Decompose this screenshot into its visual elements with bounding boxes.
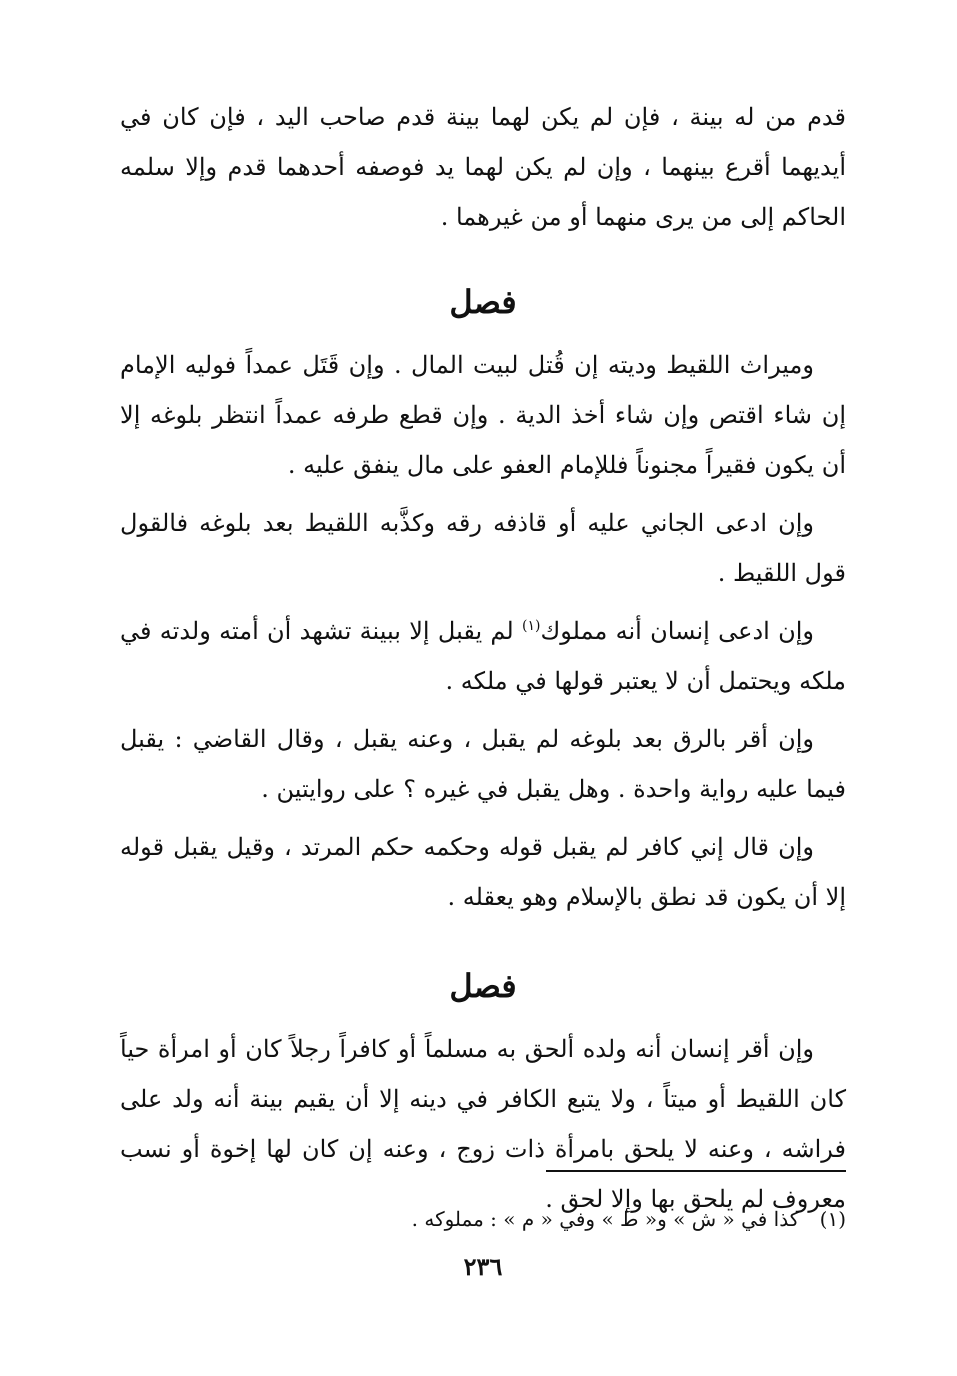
paragraph-disbeliever: وإن قال إني كافر لم يقبل قوله وحكمه حكم المرتد ، وقيل يقبل قوله إلا أن يكون قد نطق بالإسلام وهو يعقله .: [120, 833, 846, 911]
paragraph-continuation: قدم من له بينة ، فإن لم يكن لهما بينة قدم صاحب اليد ، فإن كان في أيديهما أقرع بينهما ، وإن لم يكن لهما يد فوصفه أحدهما قدم وإلا سلمه الحاكم إلى من يرى منهما أو من غيرهما .: [120, 103, 846, 231]
page-number: ٢٣٦: [463, 1252, 503, 1281]
paragraph-acknowledgment: وإن أقر بالرق بعد بلوغه لم يقبل ، وعنه يقبل ، وقال القاضي : يقبل فيما عليه رواية واحدة . وهل يقبل في غيره ؟ على روايتين .: [120, 725, 846, 803]
footnote: [120, 1204, 846, 1234]
footnote-marker: (١): [522, 618, 541, 634]
footnote-number: (١): [819, 1207, 846, 1231]
section-heading: فصل: [449, 283, 517, 321]
section-heading-2: فصل: [449, 967, 517, 1005]
paragraph-inheritance: وميراث اللقيط وديته إن قُتل لبيت المال . وإن قَتَل عمداً فوليه الإمام إن شاء اقتص وإن شاء أخذ الدية . وإن قطع طرفه عمداً انتظر بلوغه إلا أن يكون فقيراً مجنوناً فللإمام العفو على مال ينفق عليه .: [120, 351, 846, 479]
footnote-text: كذا في « ش » و« ط » وفي « م » : مملوكه .: [411, 1207, 800, 1231]
paragraph-ownership: [120, 606, 846, 706]
page-body: [120, 92, 846, 1352]
footnote-divider: [546, 1170, 846, 1172]
paragraph-claim: وإن ادعى الجاني عليه أو قاذفه رقه وكذَّبه اللقيط بعد بلوغه فالقول قول اللقيط .: [120, 509, 846, 587]
paragraph-lineage: وإن أقر إنسان أنه ولده ألحق به مسلماً أو كافراً رجلاً كان أو امرأة حياً كان اللقيط أو ميتاً ، ولا يتبع الكافر في دينه إلا أن يقيم بينة أنه ولد على فراشه ، وعنه لا يلحق بامرأة ذات زوج ، وعنه إن كان لها إخوة أو نسب معروف لم يلحق بها وإلا لحق .: [120, 1035, 846, 1213]
paragraph-ownership-part2: لم يقبل إلا ببينة تشهد أن أمته ولدته في ملكه ويحتمل أن لا يعتبر قولها في ملكه .: [120, 617, 846, 695]
paragraph-ownership-part1: وإن ادعى إنسان أنه مملوك: [540, 617, 814, 645]
